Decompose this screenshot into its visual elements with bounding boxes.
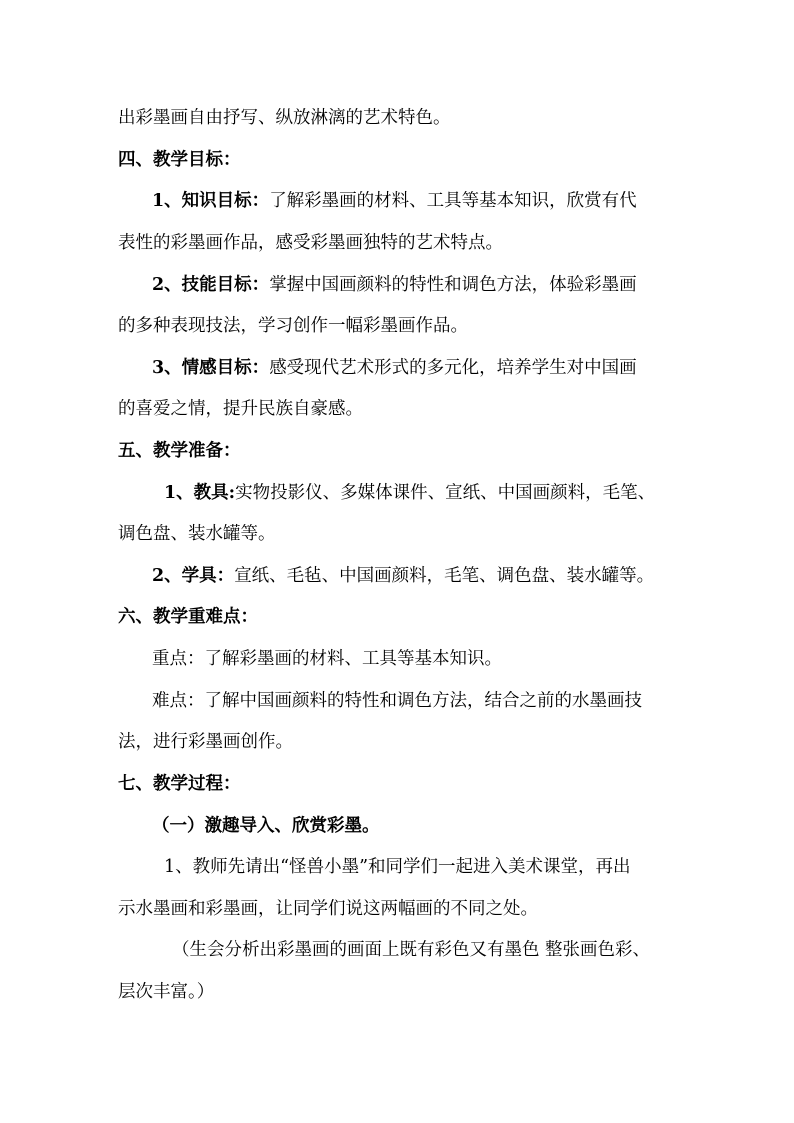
prep-teaching-aids-text: 实物投影仪、多媒体课件、宣纸、中国画颜料，毛笔、 — [235, 483, 656, 503]
goal-knowledge-cont: 表性的彩墨画作品，感受彩墨画独特的艺术特点。 — [118, 233, 503, 253]
prep-teaching-aids-cont: 调色盘、装水罐等。 — [118, 524, 276, 544]
goal-emotion-text: 感受现代艺术形式的多元化，培养学生对中国画 — [269, 358, 637, 378]
section-heading-4: 四、教学目标： — [118, 150, 241, 170]
goal-skill-cont: 的多种表现技法，学习创作一幅彩墨画作品。 — [118, 316, 468, 336]
goal-knowledge — [152, 189, 637, 213]
process-step-1: 1、教师先请出“怪兽小墨”和同学们一起进入美术课堂，再出 — [164, 857, 631, 877]
prep-student-tools — [152, 564, 654, 588]
section-heading-6: 六、教学重难点： — [118, 607, 258, 627]
prep-teaching-aids-label: 1、教具: — [164, 483, 236, 503]
student-note: （生会分析出彩墨画的画面上既有彩色又有墨色 整张画色彩、 — [172, 940, 651, 960]
process-step-1-cont: 示水墨画和彩墨画，让同学们说这两幅画的不同之处。 — [118, 899, 538, 919]
goal-knowledge-label: 1、知识目标： — [152, 191, 270, 211]
section-heading-5: 五、教学准备： — [118, 441, 241, 461]
goal-emotion — [152, 356, 637, 380]
prep-teaching-aids — [164, 481, 655, 505]
prep-student-tools-text: 宣纸、毛毡、中国画颜料，毛笔、调色盘、装水罐等。 — [234, 566, 655, 586]
goal-knowledge-text: 了解彩墨画的材料、工具等基本知识，欣赏有代 — [269, 191, 637, 211]
subsection-heading-1: （一）激趣导入、欣赏彩墨。 — [152, 816, 380, 836]
section-heading-7: 七、教学过程： — [118, 774, 241, 794]
student-note-cont: 层次丰富。） — [118, 982, 215, 1002]
paragraph-continuation: 出彩墨画自由抒写、纵放淋漓的艺术特色。 — [118, 108, 451, 128]
difficult-point: 难点：了解中国画颜料的特性和调色方法，结合之前的水墨画技 — [152, 691, 642, 711]
prep-student-tools-label: 2、学具： — [152, 566, 235, 586]
goal-skill — [152, 273, 637, 297]
difficult-point-cont: 法，进行彩墨画创作。 — [118, 732, 293, 752]
goal-emotion-label: 3、情感目标： — [152, 358, 270, 378]
goal-emotion-cont: 的喜爱之情，提升民族自豪感。 — [118, 399, 363, 419]
goal-skill-label: 2、技能目标： — [152, 275, 270, 295]
key-point: 重点：了解彩墨画的材料、工具等基本知识。 — [152, 649, 502, 669]
goal-skill-text: 掌握中国画颜料的特性和调色方法，体验彩墨画 — [269, 275, 637, 295]
